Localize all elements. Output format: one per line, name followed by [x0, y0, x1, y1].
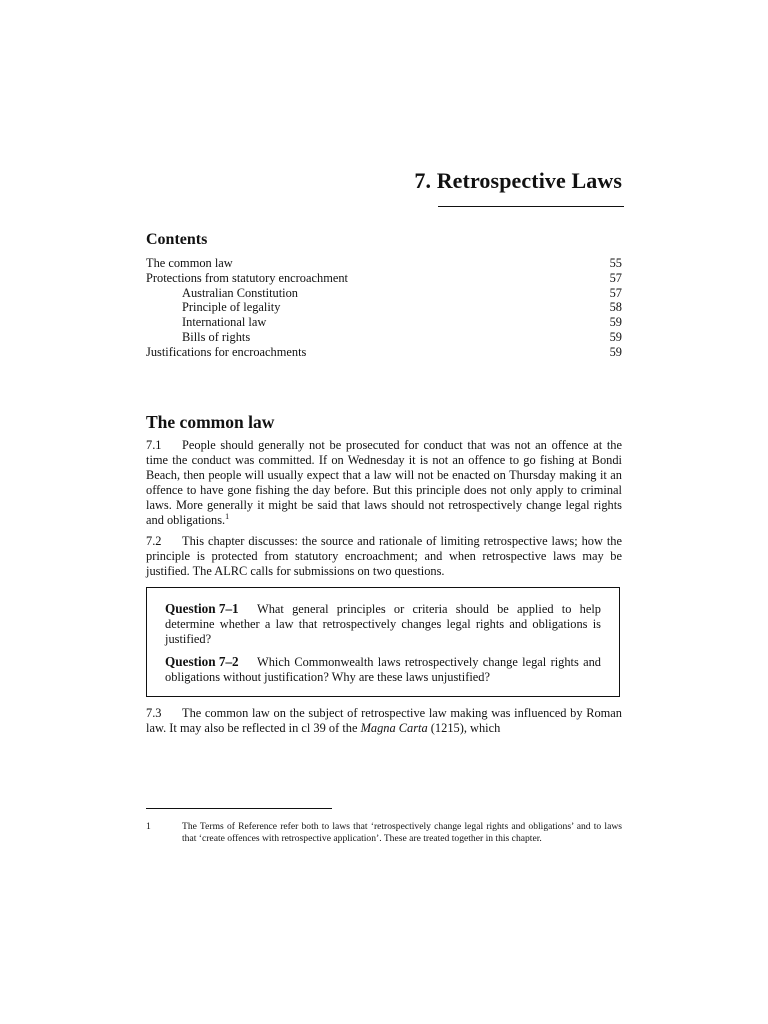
paragraph-number: 7.2	[146, 534, 162, 548]
toc-entry[interactable]	[146, 271, 624, 286]
toc-label: Principle of legality	[182, 300, 281, 315]
footnote	[146, 821, 622, 846]
footnote-rule	[146, 808, 332, 809]
table-of-contents	[146, 256, 624, 360]
document-page	[146, 0, 624, 1024]
question-label: Question 7–1	[165, 601, 239, 616]
title-rule	[438, 206, 624, 207]
footnote-text: The Terms of Reference refer both to laws that ‘retrospectively change legal rights and obligations’ and to laws that ‘create offences with retrospective application’. These are treated together in this chapter.	[182, 821, 622, 845]
questions-box	[146, 587, 620, 697]
toc-label: Protections from statutory encroachment	[146, 270, 348, 285]
toc-entry[interactable]	[146, 286, 624, 301]
paragraph-text: The common law on the subject of retrospective law making was influenced by Roman law. It may also be reflected in cl 39 of the	[146, 706, 622, 735]
paragraph-7-1	[146, 438, 622, 528]
toc-entry[interactable]	[146, 256, 624, 271]
italic-title: Magna Carta	[360, 721, 428, 735]
paragraph-text: People should generally not be prosecuted for conduct that was not an offence at the time the conduct was committed. If on Wednesday it is not an offence to go fishing at Bondi Beach, then people will usually expect that a law will not be enacted on Thursday making it an offence to have gone fishing the day before. But this principle does not only apply to criminal laws. More generally it might be said that laws should not retrospectively change legal rights and obligations.	[146, 438, 622, 527]
toc-label: The common law	[146, 256, 233, 270]
toc-label: Justifications for encroachments	[146, 344, 307, 359]
contents-heading: Contents	[146, 231, 208, 248]
paragraph-text-continued: (1215), which	[427, 721, 501, 735]
toc-page-number: 57	[609, 285, 622, 300]
toc-page-number: 57	[609, 270, 622, 285]
toc-page-number: 55	[609, 256, 622, 270]
toc-label: Australian Constitution	[182, 285, 298, 300]
question-text: What general principles or criteria should be applied to help determine whether a law that retrospectively changes legal rights and obligations is justified?	[165, 602, 601, 646]
toc-entry[interactable]	[146, 300, 624, 315]
paragraph-7-3	[146, 706, 622, 736]
toc-entry[interactable]	[146, 345, 624, 360]
paragraph-7-2	[146, 534, 622, 579]
paragraph-number: 7.1	[146, 438, 162, 452]
question-text: Which Commonwealth laws retrospectively change legal rights and obligations without justification? Why are these laws unjustified?	[165, 655, 601, 684]
footnote-number: 1	[146, 821, 151, 832]
question-7-1	[165, 601, 601, 647]
section-heading: The common law	[146, 412, 275, 432]
paragraph-text: This chapter discusses: the source and rationale of limiting retrospective laws; how the principle is protected from statutory encroachment; and when retrospective laws may be justified. The ALRC calls for submissions on two questions.	[146, 534, 622, 578]
toc-page-number: 59	[609, 329, 622, 344]
footnote-reference[interactable]: 1	[225, 511, 230, 521]
paragraph-number: 7.3	[146, 706, 162, 720]
toc-page-number: 59	[609, 344, 622, 359]
toc-page-number: 59	[609, 315, 622, 330]
toc-label: International law	[182, 315, 267, 330]
toc-entry[interactable]	[146, 330, 624, 345]
toc-page-number: 58	[609, 300, 622, 315]
question-7-2	[165, 654, 601, 685]
toc-label: Bills of rights	[182, 329, 251, 344]
toc-entry[interactable]	[146, 315, 624, 330]
question-label: Question 7–2	[165, 654, 239, 669]
chapter-title: 7. Retrospective Laws	[414, 168, 622, 193]
